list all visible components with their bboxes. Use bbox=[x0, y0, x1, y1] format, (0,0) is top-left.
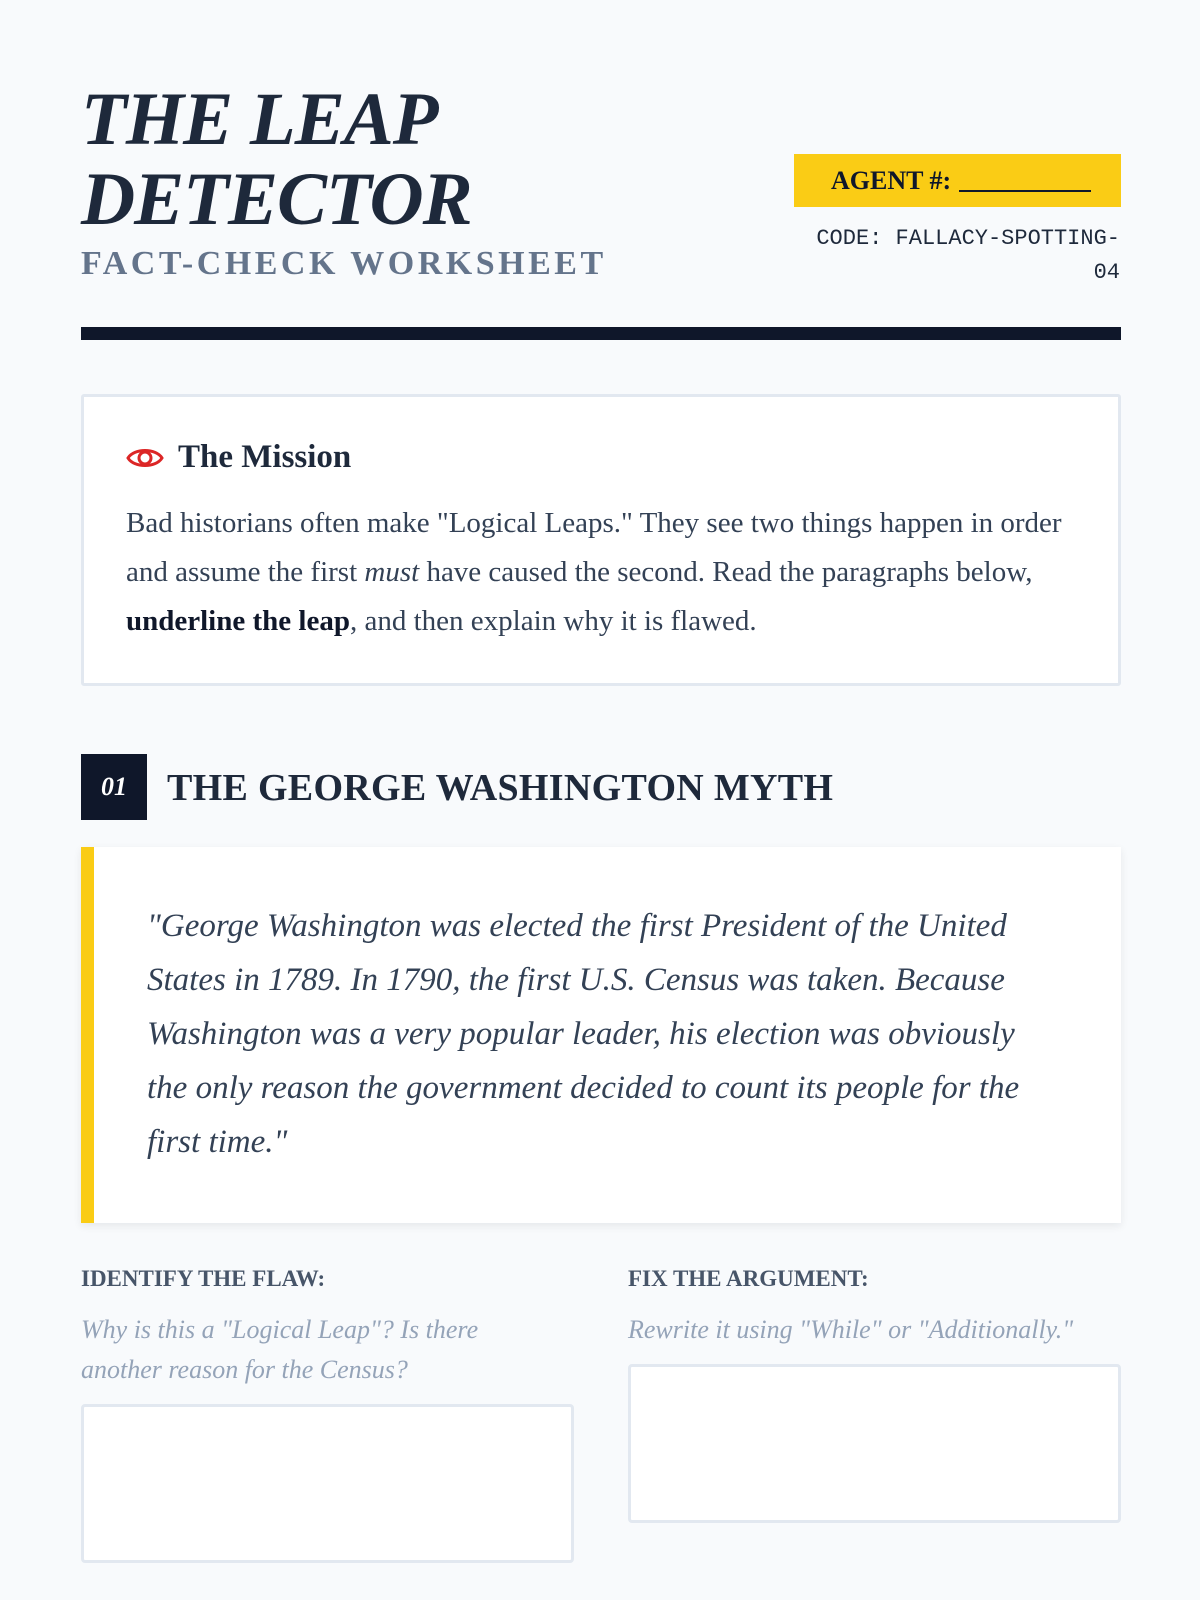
fix-argument-answer-box[interactable] bbox=[628, 1364, 1121, 1523]
agent-label: AGENT #: bbox=[831, 165, 952, 195]
eye-icon bbox=[126, 443, 164, 473]
identify-flaw-answer-box[interactable] bbox=[81, 1404, 574, 1563]
identify-flaw-label: IDENTIFY THE FLAW: bbox=[81, 1266, 326, 1291]
fix-argument-hint: Rewrite it using "While" or "Additionally." bbox=[628, 1315, 1074, 1344]
worksheet-subtitle: FACT-CHECK WORKSHEET bbox=[81, 245, 607, 282]
mission-header bbox=[126, 439, 351, 476]
quote-text: "George Washington was elected the first President of the United States in 1789. In 1790, the first U.S. Census was taken. Because Washington was a very popular leader, his election was obviously the only reason the government decided to count its people for the first time." bbox=[147, 908, 1020, 1160]
title-line-1: THE LEAP bbox=[81, 78, 438, 161]
mission-text-emphasis: must bbox=[364, 556, 420, 588]
header-divider bbox=[81, 327, 1121, 340]
mission-title: The Mission bbox=[178, 439, 352, 475]
worksheet-code bbox=[790, 222, 1120, 290]
mission-text-part-1: Bad historians often make "Logical Leaps." They see two things happen in order and assume the first bbox=[126, 507, 1062, 588]
fix-argument-label: FIX THE ARGUMENT: bbox=[628, 1266, 869, 1291]
mission-text bbox=[126, 499, 1086, 646]
agent-number-field[interactable] bbox=[794, 154, 1121, 207]
quote-card bbox=[81, 847, 1121, 1223]
agent-number-blank[interactable] bbox=[959, 190, 1091, 192]
identify-flaw-hint: Why is this a "Logical Leap"? Is there another reason for the Census? bbox=[81, 1315, 479, 1384]
section-title: THE GEORGE WASHINGTON MYTH bbox=[167, 767, 834, 809]
mission-card bbox=[81, 394, 1121, 686]
code-line-2: 04 bbox=[1093, 260, 1120, 285]
mission-text-part-2: have caused the second. Read the paragraphs below, bbox=[419, 556, 1033, 588]
mission-text-part-3: , and then explain why it is flawed. bbox=[349, 605, 757, 637]
code-line-1: CODE: FALLACY-SPOTTING- bbox=[816, 226, 1120, 251]
mission-text-bold: underline the leap bbox=[126, 605, 350, 637]
worksheet-title bbox=[81, 80, 472, 240]
title-line-2: DETECTOR bbox=[81, 158, 472, 241]
section-number-badge: 01 bbox=[81, 754, 147, 820]
